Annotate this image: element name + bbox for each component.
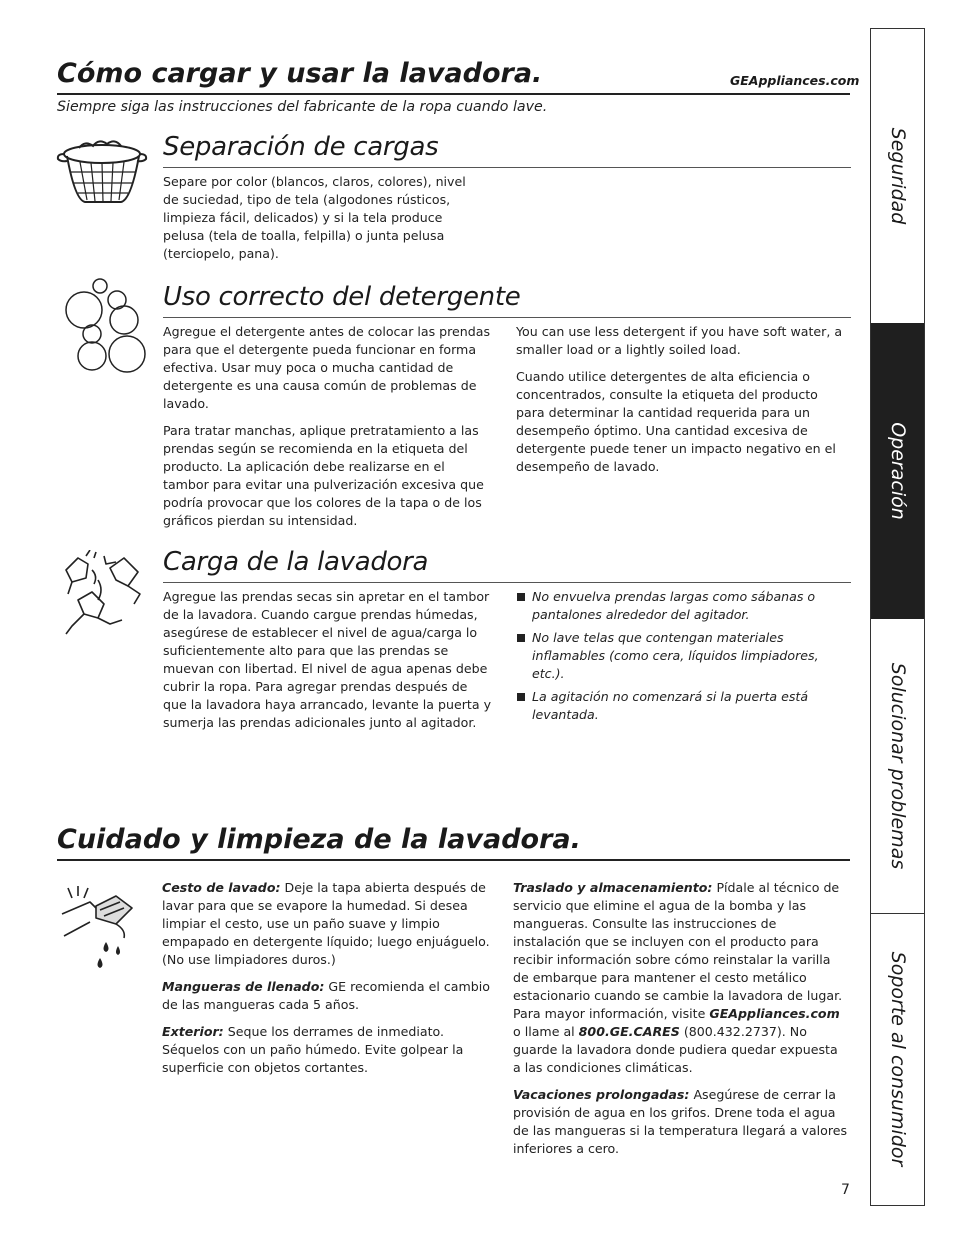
list-item: No lave telas que contengan materiales inflamables (como cera, líquidos limpiadores, etc.). — [516, 629, 851, 683]
mangueras-label: Mangueras de llenado: — [162, 979, 325, 994]
section-title-detergente: Uso correcto del detergente — [163, 282, 521, 312]
tab-label: Soporte al consumidor — [886, 951, 909, 1166]
care-title: Cuidado y limpieza de la lavadora. — [57, 824, 581, 855]
care-right-column — [513, 879, 848, 1167]
tab-seguridad[interactable] — [871, 29, 924, 323]
exterior-label: Exterior: — [162, 1024, 224, 1039]
carga-text: Agregue las prendas secas sin apretar en el tambor de la lavadora. Cuando cargue prendas húmedas, asegúrese de establecer el nivel de agua/carga lo suficientemente alto para que las prendas se muevan con libertad. El nivel de agua apenas debe cubrir la ropa. Para agregar prendas después de que la lavadora haya arrancado, levante la puerta y sumerja las prendas adicionales junto al agitador. — [163, 589, 492, 730]
section-title-carga: Carga de la lavadora — [163, 547, 429, 577]
care-cesto: Cesto de lavado: Deje la tapa abierta después de lavar para que se evapore la humedad. Si desea limpiar el cesto, use un paño suave y limpio empapado en detergente líquido; luego enjuáguelo. (No use limpiadores duros.) — [162, 880, 490, 967]
bubbles-icon — [62, 276, 152, 374]
phone-number[interactable]: 800.GE.CARES — [578, 1024, 680, 1039]
detergente-left-p1: Agregue el detergente antes de colocar las prendas para que el detergente pueda funcionar en forma efectiva. Usar muy poca o mucha cantidad de detergente es una causa común de problemas de lavado. — [163, 324, 491, 411]
tab-label: Seguridad — [886, 127, 909, 225]
detergente-right-p1: You can use less detergent if you have soft water, a smaller load or a lightly soiled load. — [516, 324, 843, 357]
tab-label: Solucionar problemas — [886, 662, 909, 870]
vacaciones-label: Vacaciones prolongadas: — [513, 1087, 690, 1102]
page-subtitle: Siempre siga las instrucciones del fabricante de la ropa cuando lave. — [57, 99, 548, 115]
list-item: No envuelva prendas largas como sábanas o pantalones alrededor del agitador. — [516, 588, 851, 624]
care-left-column — [162, 879, 496, 1086]
detergente-left-p2: Para tratar manchas, aplique pretratamiento a las prendas según se recomienda en la etiqueta del producto. La aplicación debe realizarse en el tambor para evitar una pulverización excesiva que podría provocar que los colores de la tapa o de los gráficos pierdan su intensidad. — [163, 423, 484, 528]
care-traslado: Traslado y almacenamiento: Pídale al técnico de servicio que elimine el agua de la bomba y las mangueras. Consulte las instrucciones de instalación que se incluyen con el producto para recibir información sobre cómo reinstalar la varilla de embarque para mantener el cesto metálico estacionario cuando se cambie la lavadora de lugar. Para mayor información, visite GEAppliances.com o llame al 800.GE.CARES (800.432.2737). No guarde la lavadora donde pudiera quedar expuesta a las condiciones climáticas. — [513, 880, 843, 1075]
cleaning-sponge-icon — [60, 886, 142, 974]
care-mangueras: Mangueras de llenado: GE recomienda el cambio de las mangueras cada 5 años. — [162, 979, 490, 1012]
carga-bullets — [516, 588, 851, 729]
clothes-loading-icon — [58, 550, 153, 636]
bullet-square-icon — [517, 634, 525, 642]
separacion-text: Separe por color (blancos, claros, colores), nivel de suciedad, tipo de tela (algodones rústicos, limpieza fácil, delicados) y si la tela produce pelusa (tela de toalla, felpilla) o junta pelusa (terciopelo, pana). — [163, 174, 466, 261]
care-vacaciones: Vacaciones prolongadas: Asegúrese de cerrar la provisión de agua en los grifos. Drene toda el agua de las mangueras si la temperatura llegará a valores inferiores a cero. — [513, 1087, 848, 1156]
section-rule — [163, 582, 851, 583]
page-number: 7 — [841, 1182, 850, 1198]
tab-operacion[interactable] — [871, 323, 924, 619]
tab-label: Operación — [886, 422, 909, 520]
cesto-label: Cesto de lavado: — [162, 880, 281, 895]
section-title-separacion: Separación de cargas — [163, 132, 439, 162]
detergente-right-p2: Cuando utilice detergentes de alta eficiencia o concentrados, consulte la etiqueta del producto para determinar la cantidad requerida para un desempeño óptimo. Una cantidad excesiva de detergente puede tener un impacto negativo en el desempeño de lavado. — [516, 369, 836, 474]
detergente-right-column — [516, 323, 846, 485]
site-link[interactable]: GEAppliances.com — [709, 1006, 840, 1021]
section-rule — [163, 317, 851, 318]
bullet-square-icon — [517, 693, 525, 701]
list-item: La agitación no comenzará si la puerta está levantada. — [516, 688, 851, 724]
care-exterior: Exterior: Seque los derrames de inmediato. Séquelos con un paño húmedo. Evite golpear la superficie con objetos cortantes. — [162, 1024, 464, 1075]
sidebar-tabs — [870, 28, 925, 1206]
page-title: Cómo cargar y usar la lavadora. — [57, 58, 543, 89]
traslado-label: Traslado y almacenamiento: — [513, 880, 713, 895]
site-url[interactable]: GEAppliances.com — [730, 73, 860, 88]
laundry-basket-icon — [55, 136, 150, 208]
title-rule — [57, 93, 850, 95]
care-rule — [57, 859, 850, 861]
bullet-square-icon — [517, 593, 525, 601]
section-rule — [163, 167, 851, 168]
tab-solucionar-problemas[interactable] — [871, 619, 924, 913]
detergente-left-column — [163, 323, 493, 539]
tab-soporte-consumidor[interactable] — [871, 913, 924, 1204]
